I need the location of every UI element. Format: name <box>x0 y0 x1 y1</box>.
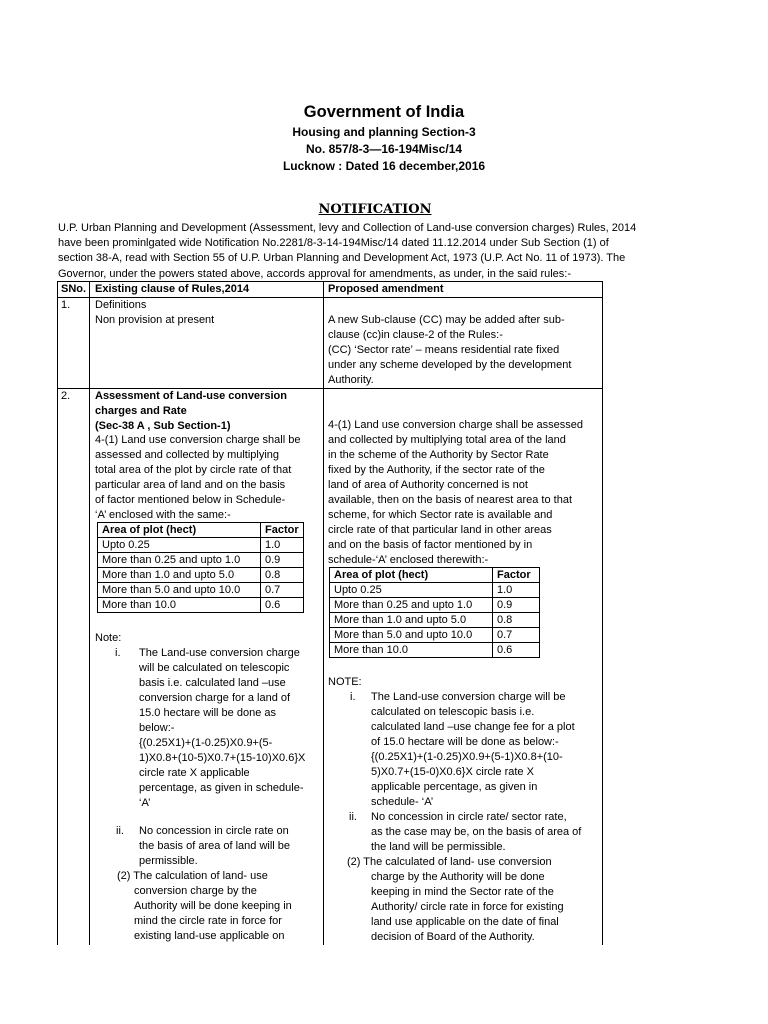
row-2-sno: 2. <box>61 390 71 402</box>
row-2-heading <box>95 389 287 434</box>
text-line: charge by the Authority will be done <box>371 871 545 883</box>
text-line: fixed by the Authority, if the sector rate of the <box>328 464 545 476</box>
table-row <box>330 613 540 628</box>
text-line: conversion charge by the <box>134 885 257 897</box>
text-line: calculated land –use change fee for a plot <box>371 721 575 733</box>
text-line: and on the basis of factor mentioned by in <box>328 539 533 551</box>
table-border <box>89 281 90 945</box>
row-1-sno: 1. <box>61 299 71 311</box>
text-line: A new Sub-clause (CC) may be added after sub- <box>328 314 565 326</box>
schedule-factor: 0.9 <box>261 553 304 568</box>
text-line: (2) The calculated of land- use conversion <box>347 856 552 868</box>
table-header-sno: SNo. <box>61 283 87 295</box>
intro-line: have been prominlgated wide Notification No.2281/8-3-14-194Misc/14 dated 11.12.2014 under Sub Section (1) of <box>58 237 609 250</box>
schedule-col-area: Area of plot (hect) <box>98 523 261 538</box>
text-line: ‘A’ enclosed with the same:- <box>95 509 231 521</box>
text-line: particular area of land and on the basis <box>95 479 286 491</box>
text-line: total area of the plot by circle rate of that <box>95 464 292 476</box>
proposed-note-i-number: i. <box>350 691 356 703</box>
text-line: schedule- ‘A’ <box>371 796 434 808</box>
text-line: and collected by multiplying total area of the land <box>328 434 566 446</box>
text-line: {(0.25X1)+(1-0.25)X0.9+(5-1)X0.8+(10- <box>371 751 563 763</box>
text-line: Authority/ circle rate in force for existing <box>371 901 564 913</box>
proposed-note-ii <box>371 810 581 855</box>
text-line: 4-(1) Land use conversion charge shall be assessed <box>328 419 583 431</box>
proposed-note-ii-number: ii. <box>349 811 357 823</box>
text-line: conversion charge for a land of <box>139 692 291 704</box>
schedule-area: More than 1.0 and upto 5.0 <box>330 613 493 628</box>
schedule-area: More than 10.0 <box>330 643 493 658</box>
existing-note-label: Note: <box>95 632 122 644</box>
text-line: scheme, for which Sector rate is available and <box>328 509 553 521</box>
text-line: 4-(1) Land use conversion charge shall be <box>95 434 301 446</box>
text-line: ‘A’ <box>139 797 151 809</box>
text-line: basis i.e. calculated land –use <box>139 677 286 689</box>
schedule-factor: 0.8 <box>493 613 540 628</box>
text-line: 1)X0.8+(10-5)X0.7+(15-10)X0.6}X <box>139 752 306 764</box>
text-line: of 15.0 hectare will be done as below:- <box>371 736 559 748</box>
text-line: Authority will be done keeping in <box>134 900 292 912</box>
schedule-col-area: Area of plot (hect) <box>330 568 493 583</box>
text-line: Assessment of Land-use conversion <box>95 390 287 402</box>
table-row <box>98 583 304 598</box>
existing-note-ii-number: ii. <box>116 825 124 837</box>
text-line: available, then on the basis of nearest area to that <box>328 494 572 506</box>
text-line: {(0.25X1)+(1-0.25)X0.9+(5- <box>139 737 273 749</box>
text-line: clause (cc)in clause-2 of the Rules:- <box>328 329 503 341</box>
existing-note-i <box>139 646 305 811</box>
text-line: assessed and collected by multiplying <box>95 449 280 461</box>
existing-note-i-number: i. <box>115 647 121 659</box>
text-line: charges and Rate <box>95 405 187 417</box>
schedule-factor: 0.6 <box>493 643 540 658</box>
text-line: will be calculated on telescopic <box>139 662 290 674</box>
proposed-note-2 <box>347 855 564 945</box>
table-row <box>98 538 304 553</box>
row-2-proposed-paragraph <box>328 418 583 568</box>
row-1-title: Definitions <box>95 299 147 311</box>
intro-paragraph <box>58 221 678 282</box>
schedule-table-existing <box>97 522 304 613</box>
schedule-table-proposed <box>329 567 540 658</box>
text-line: under any scheme developed by the development <box>328 359 572 371</box>
schedule-factor: 0.7 <box>493 628 540 643</box>
schedule-header-row <box>98 523 304 538</box>
text-line: decision of Board of the Authority. <box>371 931 535 943</box>
text-line: calculated on telescopic basis i.e. <box>371 706 535 718</box>
text-line: the land will be permissible. <box>371 841 506 853</box>
text-line: of factor mentioned below in Schedule- <box>95 494 286 506</box>
text-line: existing land-use applicable on <box>134 930 285 942</box>
table-row <box>330 628 540 643</box>
notification-heading: NOTIFICATION <box>318 202 432 217</box>
schedule-area: More than 5.0 and upto 10.0 <box>98 583 261 598</box>
intro-line: U.P. Urban Planning and Development (Assessment, levy and Collection of Land-use conversion charges) Rules, 2014 <box>58 222 637 234</box>
table-row <box>98 598 304 613</box>
text-line: applicable percentage, as given in <box>371 781 538 793</box>
text-line: percentage, as given in schedule- <box>139 782 304 794</box>
schedule-area: More than 1.0 and upto 5.0 <box>98 568 261 583</box>
schedule-header-row <box>330 568 540 583</box>
text-line: permissible. <box>139 855 198 867</box>
row-1-existing-text: Non provision at present <box>95 314 215 326</box>
text-line: land use applicable on the date of final <box>371 916 559 928</box>
text-line: 15.0 hectare will be done as <box>139 707 276 719</box>
table-header-existing: Existing clause of Rules,2014 <box>95 283 250 295</box>
text-line: circle rate X applicable <box>139 767 250 779</box>
text-line: No concession in circle rate on <box>139 825 289 837</box>
text-line: keeping in mind the Sector rate of the <box>371 886 554 898</box>
intro-line: section 38-A, read with Section 55 of U.P. Urban Planning and Development Act, 1973 (U.P. Act No. 11 of 1973). The <box>58 252 626 265</box>
text-line: 5)X0.7+(15-0)X0.6}X circle rate X <box>371 766 534 778</box>
text-line: The Land-use conversion charge <box>139 647 300 659</box>
row-1-proposed <box>328 313 571 388</box>
text-line: below:- <box>139 722 175 734</box>
schedule-area: More than 10.0 <box>98 598 261 613</box>
text-line: (Sec-38 A , Sub Section-1) <box>95 420 231 432</box>
existing-note-2 <box>117 869 292 944</box>
schedule-area: More than 0.25 and upto 1.0 <box>98 553 261 568</box>
text-line: as the case may be, on the basis of area of <box>371 826 582 838</box>
schedule-area: Upto 0.25 <box>98 538 261 553</box>
page-title: Government of India <box>303 103 465 121</box>
text-line: mind the circle rate in force for <box>134 915 282 927</box>
table-border <box>323 281 324 945</box>
table-border <box>57 281 58 945</box>
place-date: Lucknow : Dated 16 december,2016 <box>282 159 486 173</box>
text-line: The Land-use conversion charge will be <box>371 691 566 703</box>
schedule-factor: 0.7 <box>261 583 304 598</box>
row-2-existing-paragraph <box>95 433 300 523</box>
text-line: Authority. <box>328 374 374 386</box>
text-line: schedule-‘A’ enclosed therewith:- <box>328 554 489 566</box>
proposed-note-i <box>371 690 575 810</box>
schedule-area: More than 0.25 and upto 1.0 <box>330 598 493 613</box>
document-number: No. 857/8-3—16-194Misc/14 <box>305 142 463 156</box>
text-line: (CC) ‘Sector rate’ – means residential rate fixed <box>328 344 560 356</box>
table-row <box>330 598 540 613</box>
schedule-factor: 0.9 <box>493 598 540 613</box>
text-line: land of area of Authority concerned is not <box>328 479 528 491</box>
table-header-proposed: Proposed amendment <box>328 283 444 295</box>
schedule-area: More than 5.0 and upto 10.0 <box>330 628 493 643</box>
schedule-factor: 0.8 <box>261 568 304 583</box>
table-row <box>98 553 304 568</box>
table-row <box>98 568 304 583</box>
existing-note-ii <box>139 824 290 869</box>
text-line: No concession in circle rate/ sector rate, <box>371 811 567 823</box>
table-row <box>330 643 540 658</box>
proposed-note-label: NOTE: <box>328 676 362 688</box>
text-line: circle rate of that particular land in other areas <box>328 524 552 536</box>
text-line: the basis of area of land will be <box>139 840 291 852</box>
section-name: Housing and planning Section-3 <box>292 125 476 139</box>
schedule-area: Upto 0.25 <box>330 583 493 598</box>
table-border <box>602 281 603 945</box>
table-row <box>330 583 540 598</box>
schedule-factor: 1.0 <box>261 538 304 553</box>
schedule-factor: 0.6 <box>261 598 304 613</box>
schedule-col-factor: Factor <box>493 568 540 583</box>
intro-line: Governor, under the powers stated above, accords approval for amendments, as under, in the said rules:- <box>58 267 572 280</box>
schedule-col-factor: Factor <box>261 523 304 538</box>
text-line: (2) The calculation of land- use <box>117 870 268 882</box>
text-line: in the scheme of the Authority by Sector Rate <box>328 449 549 461</box>
schedule-factor: 1.0 <box>493 583 540 598</box>
